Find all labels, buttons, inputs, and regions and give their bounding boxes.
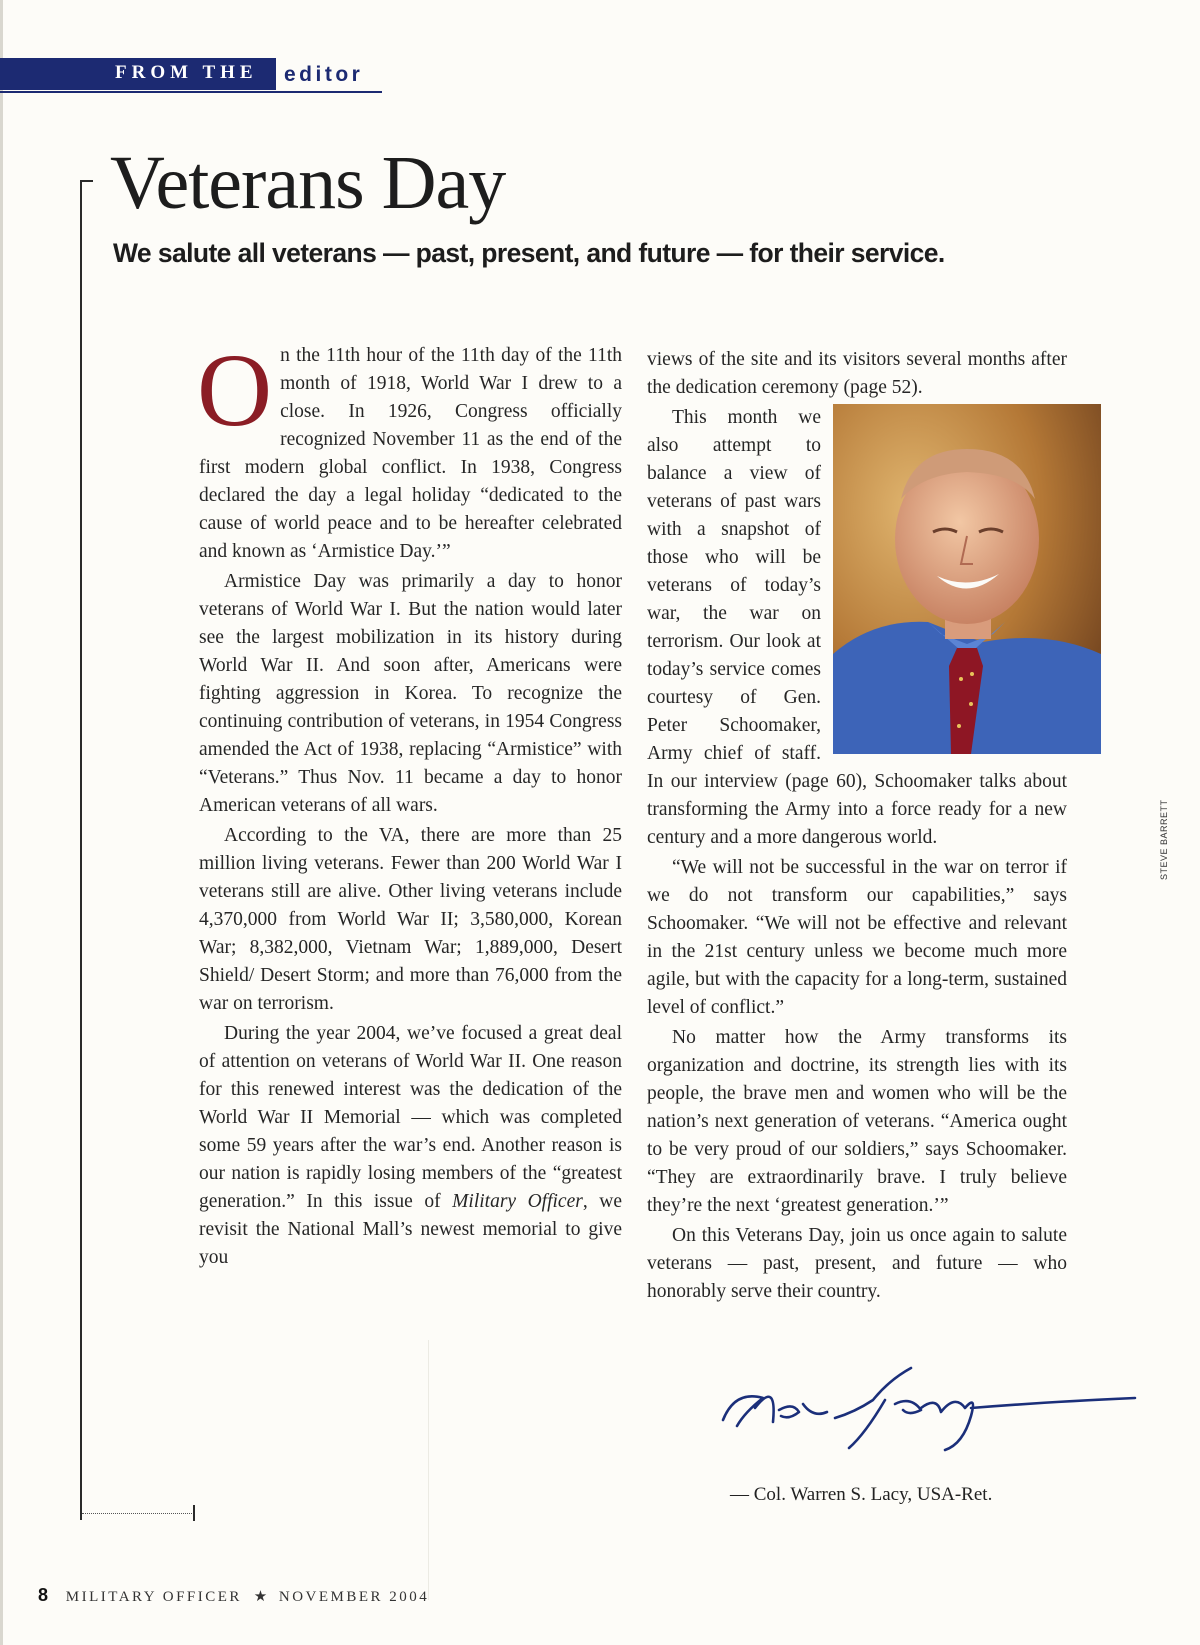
signoff: — Col. Warren S. Lacy, USA-Ret. [730, 1484, 993, 1505]
publication-name: MILITARY OFFICER [65, 1589, 242, 1605]
headline: Veterans Day [110, 141, 506, 225]
page-gutter [428, 1340, 429, 1600]
section-underline [0, 91, 382, 93]
paragraph-2: Armistice Day was primarily a day to honor veterans of World War I. But the nation would later see the largest mobilization in its history during World War II. And soon after, Americans were fighting aggression in Korea. To recognize the continuing contribution of veterans, in 1954 Congress amended the Act of 1938, replacing “Armistice” with “Veterans.” Thus Nov. 11 became a day to honor American veterans of all wars. [199, 571, 622, 816]
page-footer [38, 1585, 429, 1606]
photo-credit: STEVE BARRETT [1159, 799, 1169, 880]
frame-rule-top [80, 180, 93, 182]
page-number: 8 [38, 1585, 49, 1605]
paragraph-6: “We will not be successful in the war on terror if we do not transform our capabilities,” says Schoomaker. “We will not be effective and relevant in the 21st century unless we become much more agile, but with the capacity for a long-term, sustained level of conflict.” [647, 857, 1067, 1018]
paragraph-5 [647, 404, 1067, 852]
signature [715, 1360, 1155, 1456]
frame-rule-tick [193, 1505, 195, 1521]
issue-date: NOVEMBER 2004 [278, 1589, 430, 1605]
paragraph-8: On this Veterans Day, join us once again to salute veterans — past, present, and future — who honorably serve their country. [647, 1225, 1067, 1302]
page-edge [0, 0, 3, 1645]
paragraph-5-text: This month we also attempt to balance a view of veterans of past wars with a snapshot of those who will be veterans of today’s war, the war on terrorism. Our look at today’s service comes courtesy of Gen. Peter Schoomaker, Army chief of staff. In our interview (page 60), Schoomaker talks about transforming the Army into a force ready for a new century and a more dangerous world. [647, 407, 1067, 848]
schoomaker-photo [833, 404, 1101, 754]
paragraph-4-start: During the year 2004, we’ve focused a great deal of attention on veterans of World War II. One reason for this renewed interest was the dedication of the World War II Memorial — which was completed some 59 years after the war’s end. Another reason is our nation is rapidly losing members of the “greatest generation.” In this issue of [199, 1023, 622, 1212]
paragraph-4 [199, 1020, 622, 1272]
paragraph-7: No matter how the Army transforms its organization and doctrine, its strength lies with its people, the brave men and women who will be the nation’s next generation of veterans. “America ought to be very proud of our soldiers,” says Schoomaker. “They are extraordinarily brave. I truly believe they’re the next ‘greatest generation.’” [647, 1027, 1067, 1216]
article-column-right [647, 346, 1067, 1308]
star-separator: ★ [253, 1589, 268, 1605]
drop-cap: O [197, 333, 273, 448]
section-label: editor [284, 63, 364, 86]
portrait-illustration [833, 404, 1101, 754]
frame-rule [80, 180, 82, 1520]
deck: We salute all veterans — past, present, and future — for their service. [113, 238, 945, 268]
magazine-title: Military Officer [452, 1191, 583, 1212]
article-column-left [197, 333, 622, 1274]
paragraph-3: According to the VA, there are more than 25 million living veterans. Fewer than 200 World War I veterans still are alive. Other living veterans include 4,370,000 from World War II; 3,580,000, Korean War; 8,382,000, Vietnam War; 1,889,000, Desert Shield/ Desert Storm; and more than 76,000 from the war on terrorism. [199, 825, 622, 1014]
paragraph-1 [197, 333, 622, 566]
frame-rule-dots [82, 1513, 194, 1514]
paragraph-4-continued: views of the site and its visitors several months after the dedication ceremony (page 52). [647, 349, 1067, 398]
paragraph-1-text: n the 11th hour of the 11th day of the 11th month of 1918, World War I drew to a close. In 1926, Congress officially recognized November 11 as the end of the first modern global conflict. In 1938, Congress declared the day a legal holiday “dedicated to the cause of world peace and to be hereafter celebrated and known as ‘Armistice Day.’” [199, 345, 622, 562]
section-prefix: FROM THE [115, 62, 258, 83]
paragraph-4-end: , we revisit the National Mall’s newest memorial to give you [199, 1191, 622, 1268]
